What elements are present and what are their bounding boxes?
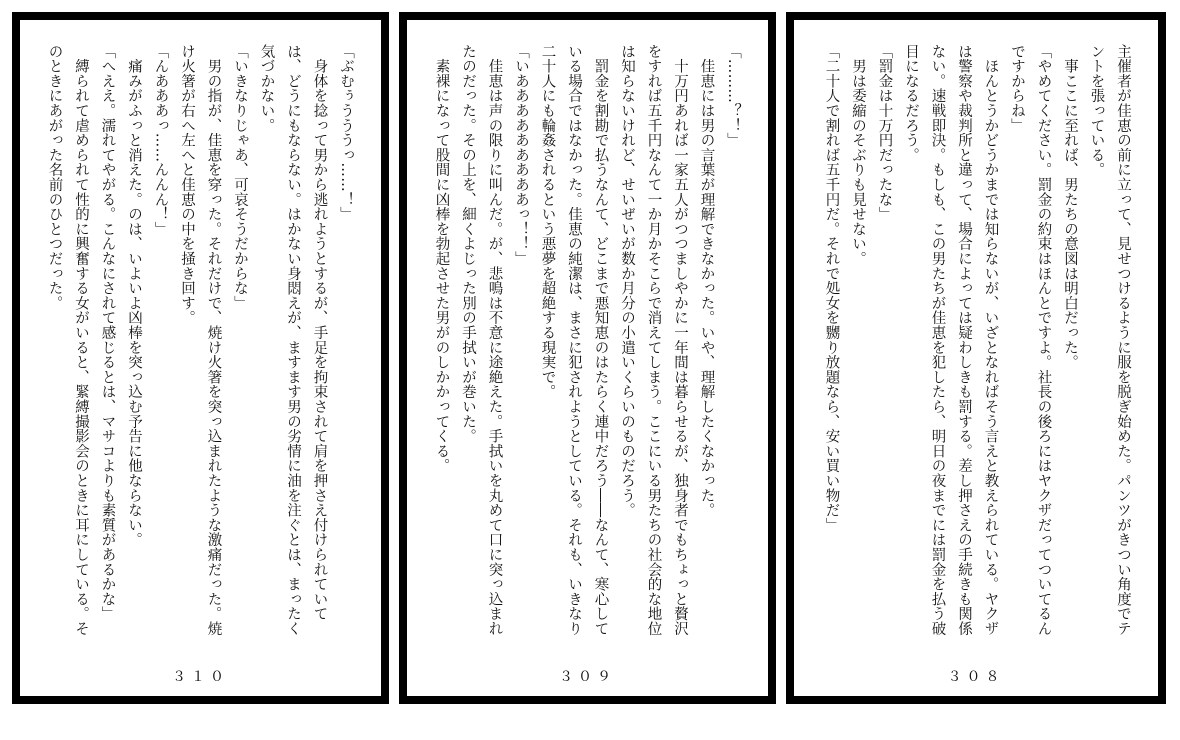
page-310 — [12, 12, 389, 704]
page-number-309: ３０９ — [559, 669, 616, 685]
page-308 — [786, 12, 1166, 704]
page-309-body: 「………？！」 佳恵には男の言葉が理解できなかった。いや、理解したくなかった。 十万円あれば一家五人がつつましやかに一年間は暮らせるが、独身者でもちょっと贅沢をすれば五千円なんて一か月かそこらで消えてしまう。ここにいる男たちの社会的な地位は知らないけれど、せいぜいが数か月分の小遣いくらいのものだろう。 罰金を割勘で払うなんて、どこまで悪知恵のはたらく連中だろう――なんて、寒心している場合ではなかった。佳恵の純潔は、まさに犯されようとしている。それも、いきなり二十人にも輪姦されるという悪夢を超絶する現実で。 「いあああああああああっ！！」 佳恵は声の限りに叫んだ。が、悲鳴は不意に途絶えた。手拭いを丸めて口に突っ込まれたのだった。その上を、細くよじった別の手拭いが巻いた。 素裸になって股間に凶棒を勃起させた男がのしかかってくる。 — [433, 44, 741, 636]
page-number-308: ３０８ — [947, 669, 1005, 685]
page-310-body: 「ぶむぅうううっ……！」 身体を捻って男から逃れようとするが、手足を拘束されて肩を押さえ付けられていては、どうにもならない。はかない身悶えが、ますます男の劣情に油を注ぐとは、まったく気づかない。 「いきなりじゃあ、可哀そうだからな」 男の指が、佳恵を穿った。それだけで、焼け火箸を突っ込まれたような激痛だった。焼け火箸が右へ左へと佳恵の中を掻き回す。 「んあああっ……んんん！」 痛みがふっと消えた。のは、いよいよ凶棒を突っ込む予告に他ならない。 「へええ。濡れてやがる。こんなにされて感じるとは、マサコよりも素質があるかな」 縛られて虐められて性的に興奮する女がいると、緊縛撮影会のときに耳にしている。そのときにあがった名前のひとつだった。 — [46, 44, 354, 636]
page-309 — [399, 12, 776, 704]
page-number-310: ３１０ — [172, 669, 229, 685]
page-308-body: 主催者が佳恵の前に立って、見せつけるように服を脱ぎ始めた。パンツがきつい角度でテントを張っている。 事ここに至れば、男たちの意図は明白だった。 「やめてください。罰金の約束はほんとですよ。社長の後ろにはヤクザだってついてるんですからね」 ほんとうかどうかまでは知らないが、いざとなればそう言えと教えられている。ヤクザは警察や裁判所と違って、場合によっては疑わしきも罰する。差し押さえの手続きも関係ない。速戦即決。もしも、この男たちが佳恵を犯したら、明日の夜までには罰金を払う破目になるだろう。 「罰金は十万円だったな」 男は委縮のそぶりも見せない。 「二十人で割れば五千円だ。それで処女を嬲り放題なら、安い買い物だ」 — [823, 44, 1131, 636]
